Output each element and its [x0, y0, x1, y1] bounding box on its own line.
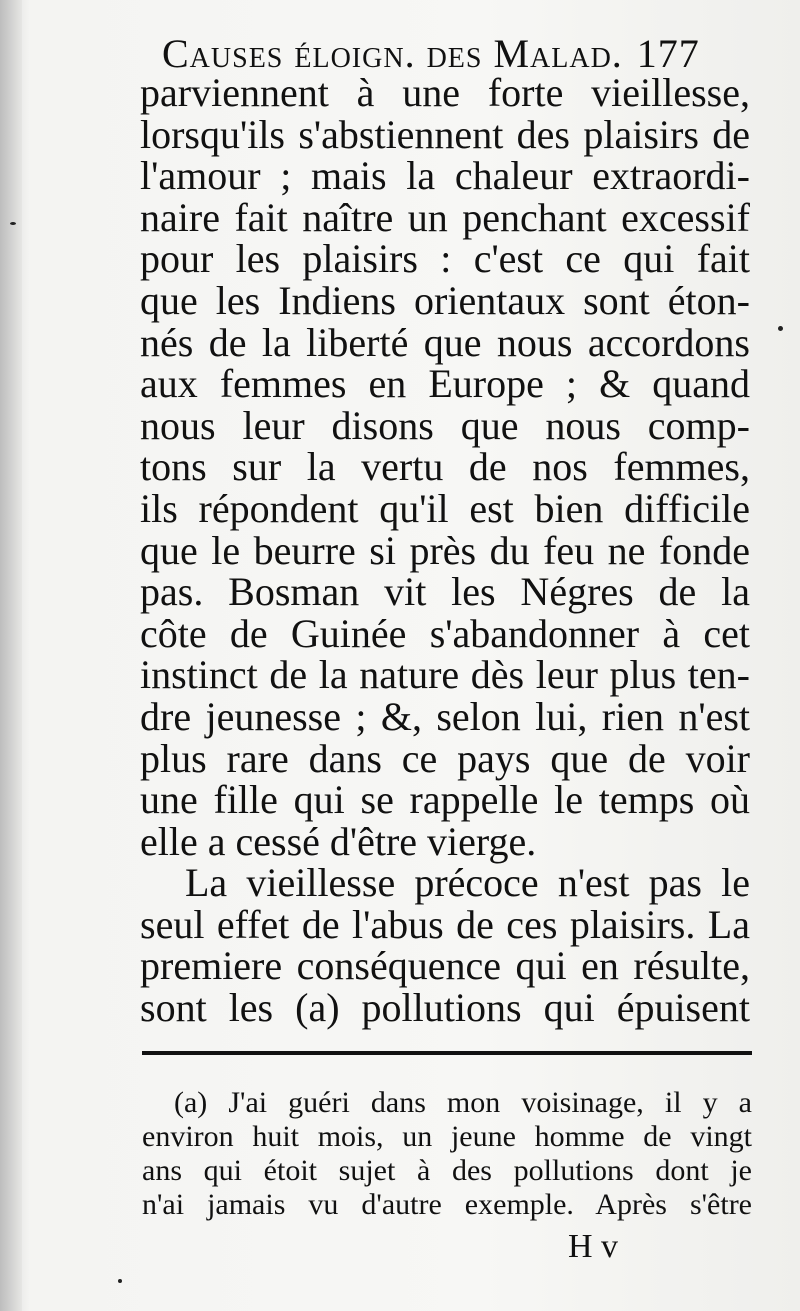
text-line: dre jeunesse ; &, selon lui, rien n'est: [140, 693, 750, 739]
ink-speck: [118, 1279, 122, 1283]
text-line: tons sur la vertu de nos femmes,: [140, 444, 750, 490]
text-line: nous leur disons que nous comp-: [140, 402, 750, 448]
body-text: [140, 72, 750, 1029]
text-line: parviennent à une forte vieillesse,: [140, 70, 750, 115]
paragraph-start-line: La vieillesse précoce n'est pas le: [185, 860, 750, 906]
signature-mark: H v: [568, 1228, 619, 1265]
page-gutter: [0, 0, 22, 1311]
text-line: plus rare dans ce pays que de voir: [140, 735, 750, 781]
text-line: nés de la liberté que nous accordons: [140, 319, 750, 365]
footnote-line: environ huit mois, un jeune homme de vingt: [142, 1120, 752, 1153]
footnote: [142, 1086, 752, 1222]
running-title: Causes éloign. des Malad.: [162, 31, 623, 76]
text-line: ils répondent qu'il est bien difficile: [140, 485, 750, 531]
text-line: l'amour ; mais la chaleur extraordi-: [140, 153, 750, 199]
text-line: premiere conséquence qui en résulte,: [140, 943, 750, 989]
text-line: une fille qui se rappelle le temps où: [140, 777, 750, 823]
footnote-line: ans qui étoit sujet à des pollutions dont je: [142, 1154, 752, 1187]
text-line: instinct de la nature dès leur plus ten-: [140, 652, 750, 698]
page-number: 177: [636, 31, 700, 76]
text-line: pas. Bosman vit les Négres de la: [140, 569, 750, 615]
text-line: seul effet de l'abus de ces plaisirs. La: [140, 901, 750, 947]
text-line: lorsqu'ils s'abstiennent des plaisirs de: [140, 111, 750, 157]
footnote-line: n'ai jamais vu d'autre exemple. Après s'être: [142, 1188, 752, 1221]
text-line: sont les (a) pollutions qui épuisent: [140, 985, 750, 1031]
footnote-line: (a) J'ai guéri dans mon voisinage, il y a: [174, 1086, 752, 1119]
text-line: naire fait naître un penchant excessif: [140, 194, 750, 240]
text-line: que les Indiens orientaux sont éton-: [140, 277, 750, 323]
text-line: côte de Guinée s'abandonner à cet: [140, 610, 750, 656]
text-line: elle a cessé d'être vierge.: [140, 818, 537, 864]
footnote-rule: [142, 1051, 752, 1055]
ink-speck: [778, 326, 783, 331]
ink-speck: [10, 222, 16, 225]
text-line: que le beurre si près du feu ne fonde: [140, 527, 750, 573]
text-line: aux femmes en Europe ; & quand: [140, 361, 750, 407]
text-line: pour les plaisirs : c'est ce qui fait: [140, 236, 750, 282]
